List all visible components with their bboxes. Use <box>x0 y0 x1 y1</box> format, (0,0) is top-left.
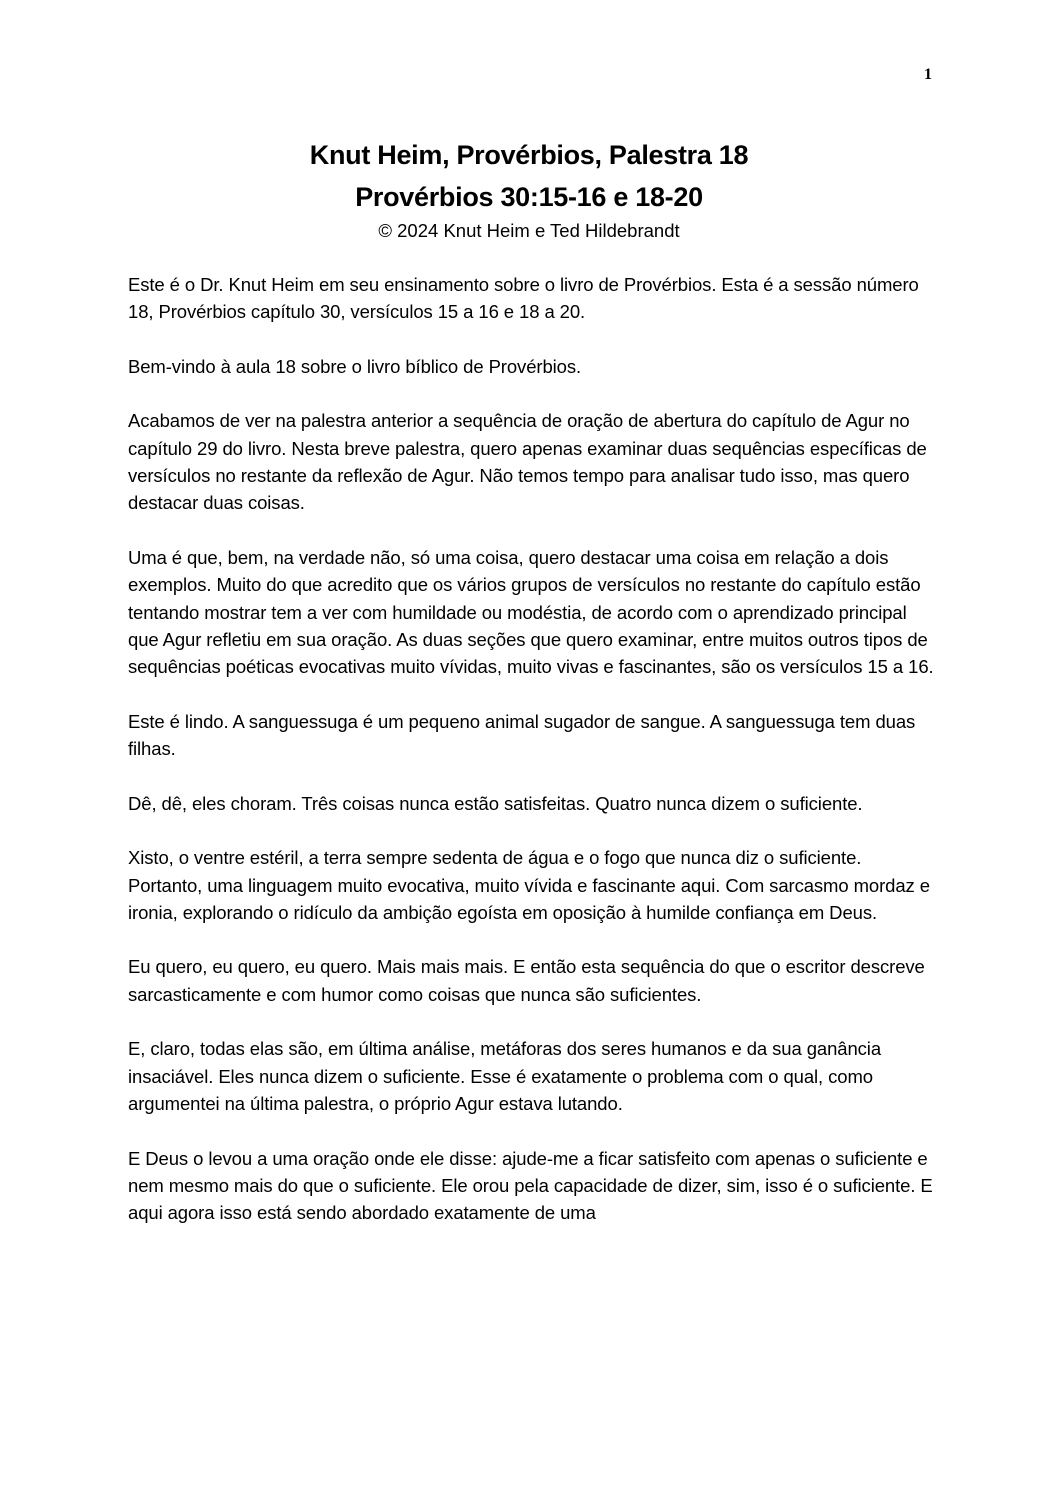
paragraph: Este é o Dr. Knut Heim em seu ensinamento sobre o livro de Provérbios. Esta é a sessão número 18, Provérbios capítulo 30, versículos 15 a 16 e 18 a 20. <box>128 274 919 323</box>
paragraph: Este é lindo. A sanguessuga é um pequeno animal sugador de sangue. A sanguessuga tem duas filhas. <box>128 710 916 760</box>
paragraph: Dê, dê, eles choram. Três coisas nunca estão satisfeitas. Quatro nunca dizem o suficiente. <box>128 792 863 814</box>
title-block <box>128 134 930 244</box>
paragraph: Eu quero, eu quero, eu quero. Mais mais mais. E então esta sequência do que o escritor descreve sarcasticamente e com humor como coisas que nunca são suficientes. <box>128 956 925 1005</box>
copyright-line: © 2024 Knut Heim e Ted Hildebrandt <box>378 220 680 241</box>
paragraph: Bem-vindo à aula 18 sobre o livro bíblico de Provérbios. <box>128 355 582 377</box>
paragraph: Xisto, o ventre estéril, a terra sempre sedenta de água e o fogo que nunca diz o suficiente. Portanto, uma linguagem muito evocativa, muito vívida e fascinante aqui. Com sarcasmo mordaz e ironia, explorando o ridículo da ambição egoísta em oposição à humilde confiança em Deus. <box>128 847 930 923</box>
document-subtitle: Provérbios 30:15-16 e 18-20 <box>355 182 703 212</box>
paragraph: E, claro, todas elas são, em última análise, metáforas dos seres humanos e da sua ganância insaciável. Eles nunca dizem o suficiente. Esse é exatamente o problema com o qual, como argumentei na última palestra, o próprio Agur estava lutando. <box>128 1038 882 1114</box>
paragraph: Uma é que, bem, na verdade não, só uma coisa, quero destacar uma coisa em relação a dois exemplos. Muito do que acredito que os vários grupos de versículos no restante do capítulo estão tentando mostrar tem a ver com humildade ou modéstia, de acordo com o aprendizado principal que Agur refletiu em sua oração. As duas seções que quero examinar, entre muitos outros tipos de sequências poéticas evocativas muito vívidas, muito vivas e fascinantes, são os versículos 15 a 16. <box>128 546 934 678</box>
paragraph: E Deus o levou a uma oração onde ele disse: ajude-me a ficar satisfeito com apenas o suficiente e nem mesmo mais do que o suficiente. Ele orou pela capacidade de dizer, sim, isso é o suficiente. E aqui agora isso está sendo abordado exatamente de uma <box>128 1147 933 1224</box>
document-title: Knut Heim, Provérbios, Palestra 18 <box>309 140 749 170</box>
body-text <box>128 271 940 1254</box>
paragraph: Acabamos de ver na palestra anterior a sequência de oração de abertura do capítulo de Agur no capítulo 29 do livro. Nesta breve palestra, quero apenas examinar duas sequências específicas de versículos no restante da reflexão de Agur. Não temos tempo para analisar tudo isso, mas quero destacar duas coisas. <box>128 410 927 514</box>
page-number: 1 <box>924 66 932 83</box>
